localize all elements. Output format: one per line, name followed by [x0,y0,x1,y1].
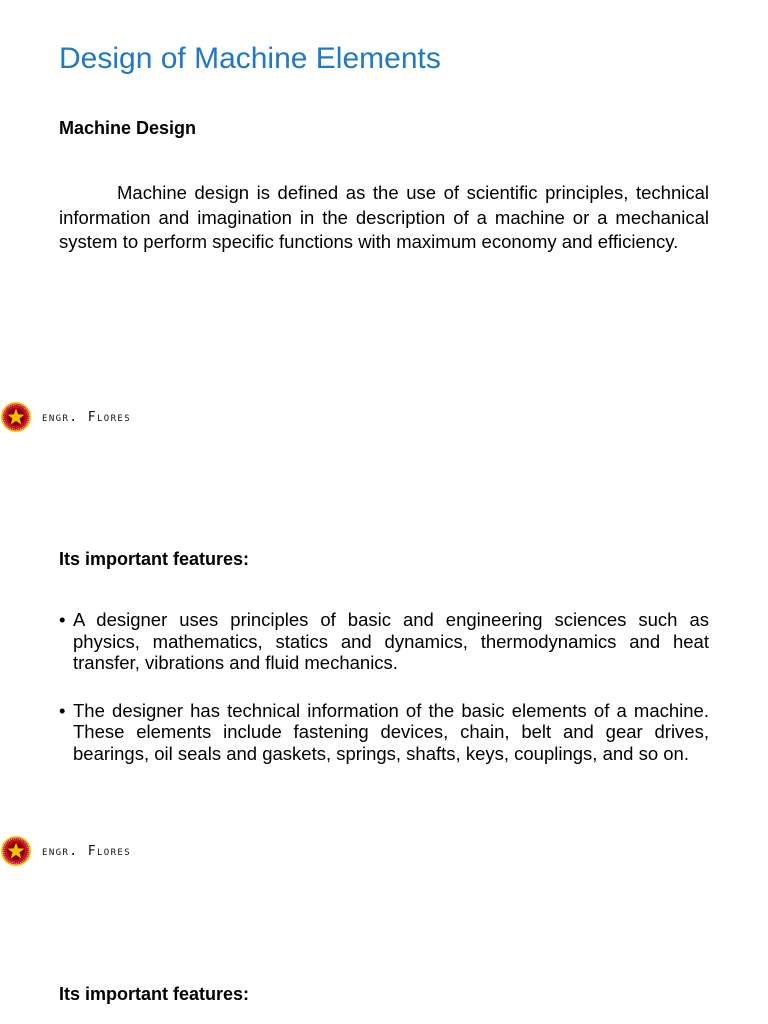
slide-footer [0,400,131,434]
list-item [59,609,709,674]
author-name: engr. Flores [42,843,132,859]
slide-3 [0,868,768,1024]
slide-1 [0,0,768,434]
definition-paragraph: Machine design is defined as the use of scientific principles, technical information and imagination in the description of a machine or a mechanical system to perform specific functions with maximum economy and efficiency. [59,182,709,253]
university-seal-icon [0,401,32,433]
slide-footer [0,834,131,868]
university-seal-icon [0,835,32,867]
author-name: engr. Flores [42,409,132,425]
bullet-text: The designer has technical information of the basic elements of a machine. These elements include fastening devices, chain, belt and gear drives, bearings, oil seals and gaskets, springs, shafts, keys, couplings, and so on. [73,699,709,764]
bullet-icon: • [59,609,66,630]
features-list [59,609,709,791]
bullet-text: A designer uses principles of basic and engineering sciences such as physics, mathematics, statics and dynamics, thermodynamics and heat transfer, vibrations and fluid mechanics. [73,609,709,674]
section-heading-features: Its important features: [59,984,250,1004]
section-heading-features: Its important features: [59,549,250,569]
page-title: Design of Machine Elements [59,42,441,75]
list-item [59,700,709,765]
slide-2 [0,434,768,868]
section-heading-machine-design: Machine Design [59,118,197,138]
bullet-icon: • [59,699,66,721]
